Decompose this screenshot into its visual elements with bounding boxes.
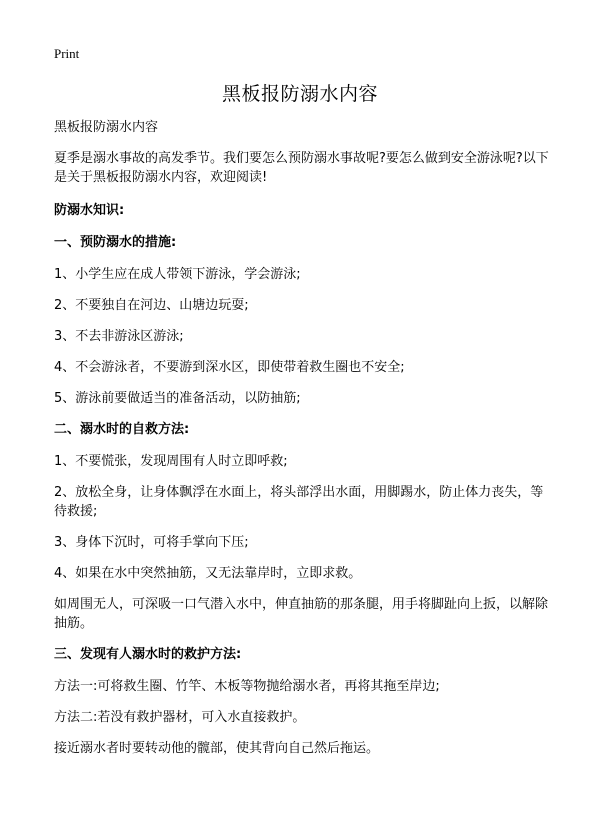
list-item: 3、不去非游泳区游泳; (54, 329, 184, 344)
section-heading-prevention: 一、预防溺水的措施: (54, 235, 177, 250)
print-link[interactable]: Print (54, 46, 80, 61)
section-heading-self-rescue: 二、溺水时的自救方法: (54, 422, 190, 437)
list-item: 方法二:若没有救护器材，可入水直接救护。 (54, 710, 306, 725)
list-item: 4、不会游泳者，不要游到深水区，即使带着救生圈也不安全; (54, 360, 405, 375)
article-subtitle: 黑板报防溺水内容 (54, 120, 159, 135)
list-item: 1、小学生应在成人带领下游泳，学会游泳; (54, 267, 301, 282)
self-rescue-note: 如周围无人，可深吸一口气潜入水中，伸直抽筋的那条腿，用手将脚趾向上扳，以解除抽筋。 (54, 597, 549, 631)
article-body (54, 118, 554, 770)
list-item: 2、放松全身，让身体飘浮在水面上，将头部浮出水面，用脚踢水，防止体力丧失，等待救援; (54, 485, 544, 519)
list-item: 5、游泳前要做适当的准备活动，以防抽筋; (54, 391, 301, 406)
list-item: 1、不要慌张，发现周围有人时立即呼救; (54, 454, 288, 469)
list-item: 4、如果在水中突然抽筋，又无法靠岸时，立即求救。 (54, 566, 362, 581)
knowledge-heading: 防溺水知识: (54, 203, 125, 218)
list-item: 3、身体下沉时，可将手掌向下压; (54, 535, 249, 550)
list-item: 方法一:可将救生圈、竹竿、木板等物抛给溺水者，再将其拖至岸边; (54, 679, 440, 694)
list-item: 接近溺水者时要转动他的髋部，使其背向自己然后拖运。 (54, 741, 380, 756)
intro-paragraph: 夏季是溺水事故的高发季节。我们要怎么预防溺水事故呢?要怎么做到安全游泳呢?以下是关于黑板报防溺水内容，欢迎阅读! (54, 151, 549, 185)
list-item: 2、不要独自在河边、山塘边玩耍; (54, 298, 249, 313)
page-title: 黑板报防溺水内容 (221, 83, 378, 105)
section-heading-rescue: 三、发现有人溺水时的救护方法: (54, 647, 242, 662)
